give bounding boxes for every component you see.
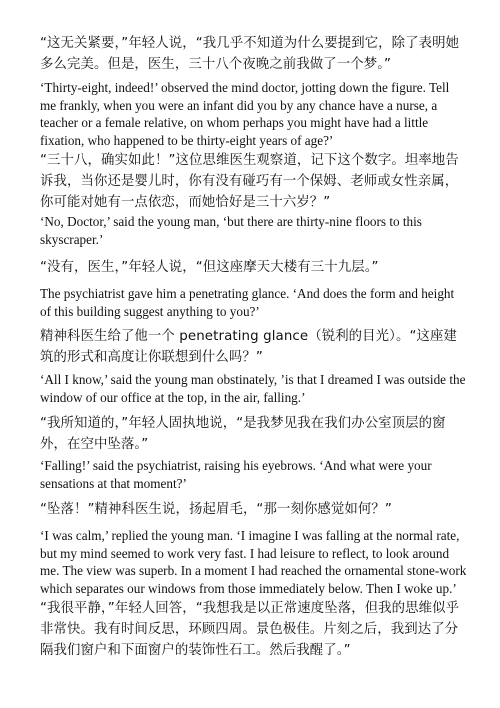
paragraph-en-2: ‘No, Doctor,’ said the young man, ‘but there are thirty-nine floors to this skyscraper.’ [40,214,422,247]
paragraph-en-1: ‘Thirty-eight, indeed!’ observed the mind doctor, jotting down the figure. Tell me frankly, when you were an infant did you by any chance have a nurse, a teacher or a female relative, on whom perhaps you might have had a little fixation, who happened to be thirty-eight years of age?’ [40,80,450,148]
paragraph-zh-1: “这无关紧要，”年轻人说，“我几乎不知道为什么要提到它，除了表明她多么完美。但是，医生，三十八个夜晚之前我做了一个梦。” [40,36,460,72]
paragraph-zh-4: 精神科医生给了他一个 penetrating glance（锐利的目光）。“这座建筑的形式和高度让你联想到什么吗？” [40,329,457,365]
paragraph-en-3: The psychiatrist gave him a penetrating glance. ‘And does the form and height of this building suggest anything to you?’ [40,286,455,319]
paragraph-en-4: ‘All I know,’ said the young man obstinately, ’is that I dreamed I was outside the window of our office at the top, in the air, falling.’ [40,372,466,405]
paragraph-zh-6: “坠落！”精神科医生说，扬起眉毛，“那一刻你感觉如何？” [40,502,392,517]
paragraph-zh-5: “我所知道的，”年轻人固执地说，“是我梦见我在我们办公室顶层的窗外，在空中坠落。” [40,416,446,452]
paragraph-zh-2: “三十八，确实如此！”这位思维医生观察道，记下这个数字。坦率地告诉我，当你还是婴儿时，你有没有碰巧有一个保姆、老师或女性亲属，你可能对她有一点依恋，而她恰好是三十六岁？” [40,153,459,210]
paragraph-zh-3: “没有，医生，”年轻人说，“但这座摩天大楼有三十九层。” [40,260,379,275]
paragraph-en-5: ‘Falling!’ said the psychiatrist, raising his eyebrows. ‘And what were your sensations at that moment?’ [40,458,432,491]
paragraph-zh-7: “我很平静，”年轻人回答，“我想我是以正常速度坠落，但我的思维似乎非常快。我有时间反思，环顾四周。景色极佳。片刻之后，我到达了分隔我们窗户和下面窗户的装饰性石工。然后我醒了。” [40,601,460,658]
paragraph-en-6: ‘I was calm,’ replied the young man. ‘I imagine I was falling at the normal rate, but my mind seemed to work very fast. I had leisure to reflect, to look around me. The view was superb. In a moment I had reached the ornamental stone-work which separates our windows from those immediately below. Then I woke up.’ [40,528,467,596]
